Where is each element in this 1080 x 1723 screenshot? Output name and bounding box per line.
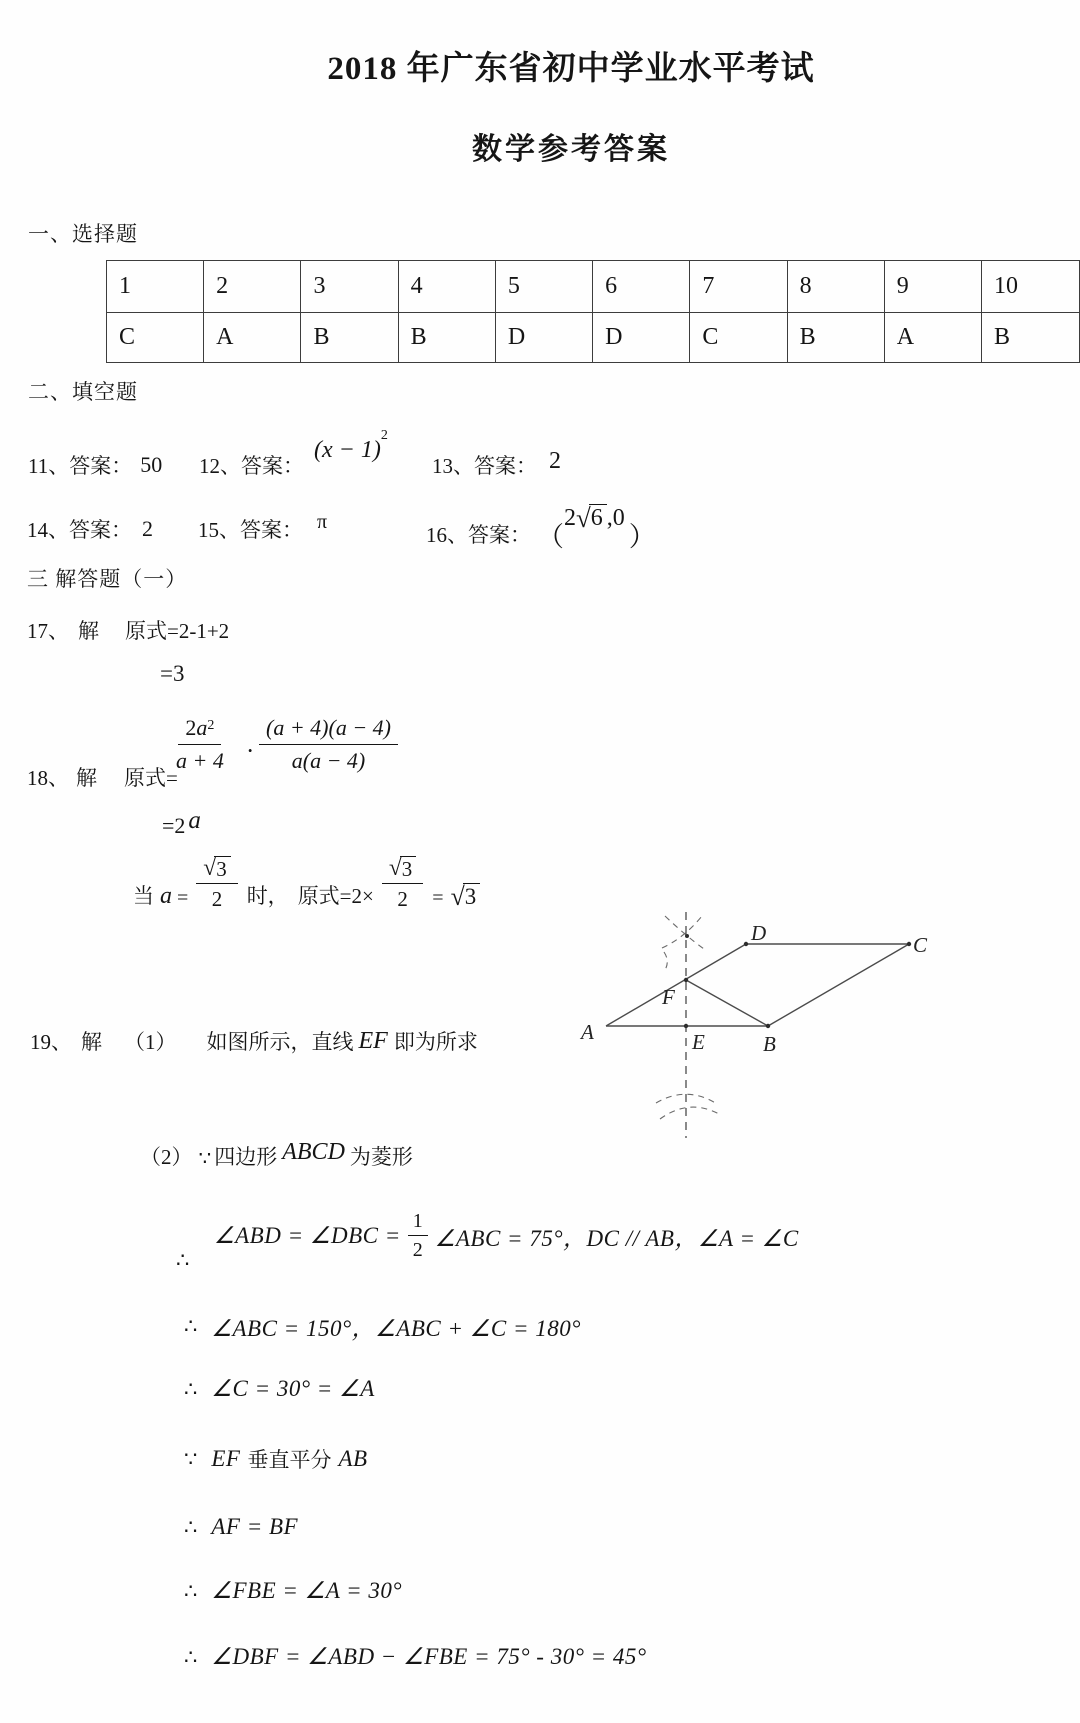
part-label: （1） [124,1030,177,1054]
radical-result [451,883,481,912]
proof-line-6 [184,1578,402,1604]
coefficient: 2 [564,505,576,531]
fill-item-16 [426,503,656,552]
point-dot-e [684,1024,688,1028]
numerator: 1 [408,1209,428,1236]
choice-answer-cell: B [398,313,495,363]
math-segment: ∠DBF = ∠ABD − ∠FBE = 75° - 30° = 45° [211,1644,647,1669]
figure-label-e: E [692,1030,705,1054]
sqrt-fraction [382,856,423,912]
page-subtitle: 数学参考答案 [472,133,670,166]
statement-post: 为菱形 [349,1145,413,1169]
math-segment: ∠FBE = ∠A = 30° [211,1578,403,1603]
figure-label-f: F [662,985,675,1009]
choice-answer-table [106,260,1080,363]
choice-answer-cell: C [690,313,787,363]
radical [389,856,416,881]
choice-number-cell: 10 [982,261,1080,313]
fill-item-13 [432,447,561,480]
expression-mid: 原式=2× [297,883,374,908]
choice-number-cell: 8 [787,261,884,313]
therefore-symbol: ∴ [184,1578,198,1603]
fill-value: 2 [549,447,561,474]
radicand: 3 [463,883,481,909]
segment-name: AB [338,1446,368,1471]
solution-19-part2 [140,1141,413,1171]
solve-label: 解 [78,619,99,643]
choice-number-cell: 1 [107,261,204,313]
equals-coefficient: =2 [162,813,186,838]
construction-arc [664,952,667,970]
statement-pre: 如图所示，直线 [206,1030,354,1054]
page-title: 2018 年广东省初中学业水平考试 [327,51,815,87]
table-row-answers [107,313,1080,363]
proof-line-7 [184,1644,647,1670]
fill-label: 16、答案： [426,522,531,547]
when-label: 当 [133,883,154,908]
figure-label-a: A [581,1020,594,1044]
fill-label: 12、答案： [199,454,304,478]
therefore-symbol: ∴ [184,1376,198,1401]
therefore-symbol: ∴ [176,1248,190,1272]
math-segment: ∠ABC = 75°，DC // AB，∠A = ∠C [434,1225,799,1251]
figure-label-d: D [751,921,767,945]
open-paren: （ [537,522,564,552]
proof-line-2 [184,1310,581,1343]
choice-number-cell: 3 [301,261,398,313]
choice-answer-cell: C [107,313,204,363]
radical-sign: √ [576,503,591,534]
radicand: 3 [214,856,231,880]
question-number: 19、 [30,1030,72,1054]
figure-label-b: B [763,1032,776,1056]
fill-value [314,427,388,464]
exponent: 2 [380,427,388,443]
radicand: 6 [589,504,607,531]
choice-answer-cell: B [982,313,1080,363]
choice-answer-cell: A [204,313,301,363]
section-heading-fill: 二、填空题 [28,380,138,404]
therefore-symbol: ∴ [184,1514,198,1539]
shi-label: 时， [246,883,289,908]
question-number: 18、 [27,766,69,790]
choice-answer-cell: B [787,313,884,363]
expression: 原式=2-1+2 [125,619,230,643]
statement-post: 即为所求 [393,1030,478,1054]
choice-answer-cell: D [495,313,592,363]
fill-value [564,504,625,532]
therefore-symbol: ∴ [184,1314,198,1338]
choice-number-cell: 9 [884,261,981,313]
line-name: EF [358,1027,388,1054]
radical [203,856,230,881]
fill-label: 11、答案： [28,454,133,478]
radical-sign: √ [203,855,217,881]
fill-value: π [317,510,328,533]
numerator [196,856,237,884]
fill-label: 13、答案： [432,454,537,478]
denominator: 2 [412,1239,423,1261]
variable: a [188,807,201,834]
numerator [382,856,423,884]
math-segment: AF = BF [211,1514,299,1539]
proof-line-3 [184,1376,375,1402]
denominator: a + 4 [176,747,224,773]
choice-number-cell: 7 [690,261,787,313]
edge-ad [606,944,746,1026]
solution-17 [27,615,229,645]
equals-sign: = [177,886,189,909]
solution-18-result [162,807,201,840]
question-number: 17、 [27,619,69,643]
numerator: (a + 4)(a − 4) [259,714,398,745]
fill-item-14 [27,514,153,544]
expression-prefix: 原式= [124,766,178,790]
segment-fb [686,980,768,1026]
denominator: a(a − 4) [291,747,366,773]
variable: a [196,715,208,740]
geometry-figure [520,830,990,1140]
choice-number-cell: 2 [204,261,301,313]
construction-arc [660,1107,719,1119]
fraction-2 [259,714,398,774]
choice-number-cell: 6 [593,261,690,313]
edge-cb [768,944,909,1026]
vertex-dot-d [744,942,748,946]
segment-name: EF [211,1446,241,1471]
fill-item-11 [28,450,162,480]
choice-answer-cell: D [593,313,690,363]
fill-item-12 [199,427,388,480]
close-paren: ） [628,522,656,552]
coefficient: 2 [185,715,197,740]
statement-pre: 四边形 [214,1145,278,1169]
radical-sign: √ [450,881,465,911]
choice-answer-cell: B [301,313,398,363]
multiplication-dot: · [246,738,255,765]
part-label: （2） [140,1145,193,1169]
proof-line-1 [214,1205,799,1267]
section-heading-solutions: 三 解答题（一） [27,567,188,591]
solution-17-result: =3 [160,661,185,686]
fill-label: 15、答案： [198,518,303,542]
math-segment: ∠C = 30° = ∠A [211,1376,375,1401]
vertex-dot-b [766,1024,770,1028]
denominator: 2 [211,886,223,911]
fill-value: 50 [140,452,163,477]
choice-number-cell: 5 [495,261,592,313]
solve-label: 解 [81,1030,102,1054]
construction-intersection-dot [685,934,689,938]
radical [576,504,607,532]
choice-answer-cell: A [884,313,981,363]
math-segment: ∠ABC = 150°，∠ABC + ∠C = 180° [211,1316,581,1341]
because-symbol: ∵ [184,1446,198,1471]
denominator: 2 [397,886,408,911]
table-row-numbers [107,261,1080,313]
math-segment: ∠ABD = ∠DBC = [214,1223,401,1248]
section-heading-choice: 一、选择题 [28,222,138,246]
exponent: 2 [207,718,215,733]
figure-label-c: C [913,933,928,957]
proof-line-4 [184,1444,368,1474]
radicand: 3 [400,856,417,880]
solve-label: 解 [76,766,97,790]
therefore-symbol: ∴ [184,1644,198,1669]
statement-text: 垂直平分 [247,1448,332,1472]
numerator [178,714,221,745]
fill-value: 2 [142,516,153,541]
radical-sign: √ [388,855,402,881]
proof-line-5 [184,1514,298,1540]
vertex-dot-c [907,942,911,946]
equals-sign: = [432,886,444,909]
quadrilateral-name: ABCD [282,1139,345,1165]
solution-19-part1 [30,1026,478,1056]
solution-18-substitution [133,856,480,912]
choice-number-cell: 4 [398,261,495,313]
math-expression: (x − 1) [314,436,381,463]
because-symbol: ∵ [198,1148,212,1170]
coordinate-rest: ,0 [606,505,625,531]
fill-label: 14、答案： [27,518,132,542]
variable: a [160,882,172,909]
half-fraction [408,1209,428,1263]
sqrt-fraction [196,856,237,912]
fill-item-15 [198,510,328,544]
fraction-1 [176,714,224,774]
point-dot-f [684,978,688,982]
